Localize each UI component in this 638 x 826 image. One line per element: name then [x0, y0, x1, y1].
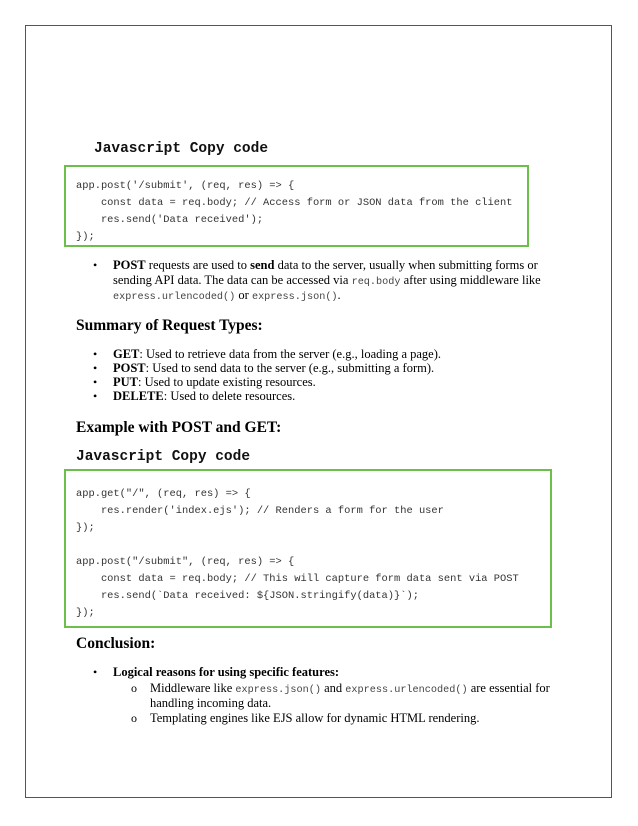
- code-line: app.post('/submit', (req, res) => {: [76, 180, 295, 192]
- code-line: res.send('Data received');: [76, 214, 264, 226]
- conclusion-sub2: Templating engines like EJS allow for dynamic HTML rendering.: [150, 711, 480, 725]
- summary-item-post: POST: Used to send data to the server (e.g., submitting a form).: [113, 361, 435, 375]
- bullet-dot: •: [93, 375, 98, 389]
- conclusion-sub1-line2: handling incoming data.: [150, 696, 272, 710]
- conclusion-heading: Conclusion:: [76, 635, 156, 652]
- summary-item-delete: DELETE: Used to delete resources.: [113, 389, 296, 403]
- bullet-dot: •: [93, 347, 98, 361]
- summary-item-get: GET: Used to retrieve data from the server (e.g., loading a page).: [113, 347, 442, 361]
- bullet-dot: •: [93, 361, 98, 375]
- code-line: });: [76, 522, 95, 534]
- example-heading: Example with POST and GET:: [76, 419, 282, 436]
- sub-bullet-marker: o: [131, 681, 137, 695]
- code-line: res.send(`Data received: ${JSON.stringify(data)}`);: [76, 590, 419, 602]
- code-line: });: [76, 231, 95, 243]
- bullet-dot: •: [93, 258, 98, 272]
- code-line: res.render('index.ejs'); // Renders a form for the user: [76, 505, 444, 517]
- code-line: });: [76, 607, 95, 619]
- code-heading-1: Javascript Copy code: [94, 141, 269, 157]
- post-bullet-line3: express.urlencoded() or express.json().: [113, 288, 341, 303]
- bullet-dot: •: [93, 389, 98, 403]
- code-heading-2: Javascript Copy code: [76, 449, 251, 465]
- code-line: const data = req.body; // This will capture form data sent via POST: [76, 573, 519, 585]
- summary-heading: Summary of Request Types:: [76, 317, 263, 334]
- bullet-dot: •: [93, 665, 98, 679]
- code-line: app.get("/", (req, res) => {: [76, 488, 251, 500]
- conclusion-sub1-line1: Middleware like express.json() and express.urlencoded() are essential for: [150, 681, 550, 696]
- code-line: const data = req.body; // Access form or JSON data from the client: [76, 197, 513, 209]
- code-line: app.post("/submit", (req, res) => {: [76, 556, 295, 568]
- sub-bullet-marker: o: [131, 711, 137, 725]
- post-bullet-line2: sending API data. The data can be accessed via req.body after using middleware like: [113, 273, 541, 288]
- summary-item-put: PUT: Used to update existing resources.: [113, 375, 316, 389]
- post-bullet-line1: POST requests are used to send data to the server, usually when submitting forms or: [113, 258, 538, 272]
- conclusion-bullet: Logical reasons for using specific features:: [113, 665, 340, 679]
